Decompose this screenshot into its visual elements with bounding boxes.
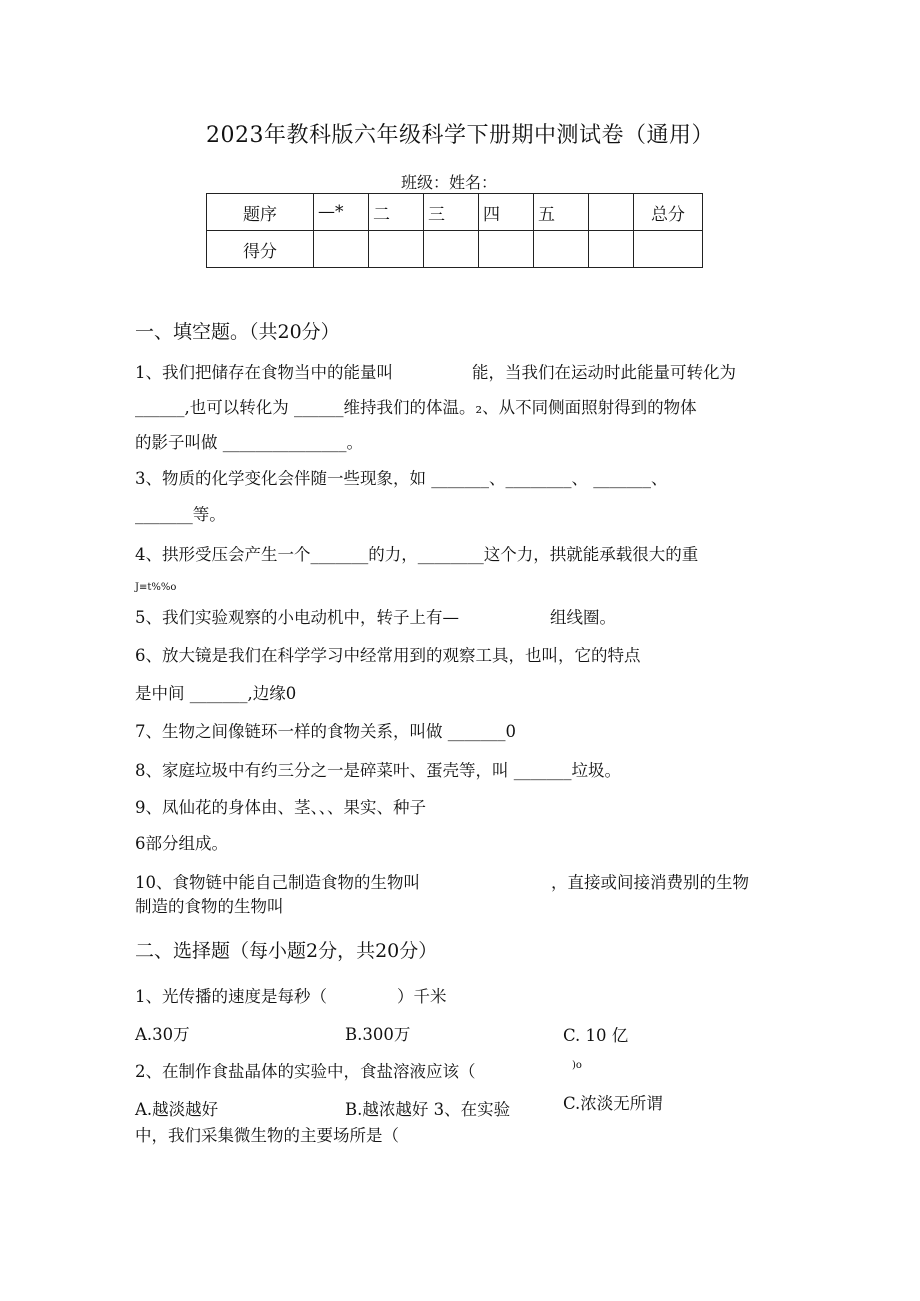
page-title: 2023年教科版六年级科学下册期中测试卷（通用） [206,123,714,148]
question-line: 8、家庭垃圾中有约三分之一是碎菜叶、蛋壳等，叫 _______垃圾。 [135,761,621,780]
table-cell: 五 [534,194,589,231]
question-line: 10、食物链中能自己制造食物的生物叫 [135,873,420,892]
section-heading-fill-blank: 一、填空题。（共20分） [135,321,340,343]
question-line: 能，当我们在运动时此能量可转化为 [472,363,736,382]
table-cell [589,194,634,231]
option-b[interactable]: B.越浓越好 3、在实验 [345,1100,511,1119]
question-line: ______,也可以转化为 ______维持我们的体温。₂、从不同侧面照射得到的物体 [135,398,697,417]
question-line: 5、我们实验观察的小电动机中，转子上有— [135,608,459,627]
class-name-line: 班级：姓名： [401,173,498,192]
table-cell: 四 [479,194,534,231]
question-line: 组线圈。 [550,608,616,627]
option-a[interactable]: A.30万 [135,1025,190,1044]
table-cell[interactable] [479,231,534,268]
question-line: 4、拱形受压会产生一个_______的力，________这个力，拱就能承载很大的重 [135,545,699,564]
question-line: 的影子叫做 _______________。 [135,433,363,452]
question-line: 6、放大镜是我们在科学学习中经常用到的观察工具，也叫，它的特点 [135,646,641,665]
question-line: 7、生物之间像链环一样的食物关系，叫做 _______0 [135,722,516,741]
table-cell: —* [314,194,369,231]
option-c[interactable]: C.浓淡无所谓 [563,1094,663,1113]
question-line: 是中间 _______,边缘0 [135,684,297,703]
option-a[interactable]: A.越淡越好 [135,1100,219,1119]
section-heading-choice: 二、选择题（每小题2分，共20分） [135,940,438,962]
question-line: _______等。 [135,505,226,524]
option-c[interactable]: C. 10 亿 [563,1026,629,1045]
table-cell: 题序 [207,194,314,231]
table-cell[interactable] [634,231,703,268]
question-line: 9、凤仙花的身体由、茎、、、果实、种子 [135,798,426,817]
table-cell[interactable] [314,231,369,268]
table-cell[interactable] [369,231,424,268]
question-stem: 2、在制作食盐晶体的实验中，食盐溶液应该（ [135,1062,476,1081]
score-table-header-row [207,194,703,231]
question-stem-end: )o [572,1060,582,1071]
question-line: 1、我们把储存在食物当中的能量叫 [135,363,393,382]
table-cell[interactable] [534,231,589,268]
question-stem: 1、光传播的速度是每秒（ [135,987,327,1006]
question-stem: ）千米 [397,987,447,1006]
score-table [206,193,703,268]
table-cell[interactable] [589,231,634,268]
score-table-score-row [207,231,703,268]
question-stem: 中，我们采集微生物的主要场所是（ [135,1126,399,1145]
table-cell: 二 [369,194,424,231]
table-cell: 得分 [207,231,314,268]
question-line: J≡t%%o [135,582,177,593]
question-line: ，直接或间接消费别的生物 [551,873,749,892]
question-line: 制造的食物的生物叫 [135,897,284,916]
table-cell: 三 [424,194,479,231]
question-line: 3、物质的化学变化会伴随一些现象，如 _______、________、 _______、 [135,469,668,488]
table-cell: 总分 [634,194,703,231]
question-line: 6部分组成。 [135,834,228,853]
table-cell[interactable] [424,231,479,268]
option-b[interactable]: B.300万 [345,1025,411,1044]
